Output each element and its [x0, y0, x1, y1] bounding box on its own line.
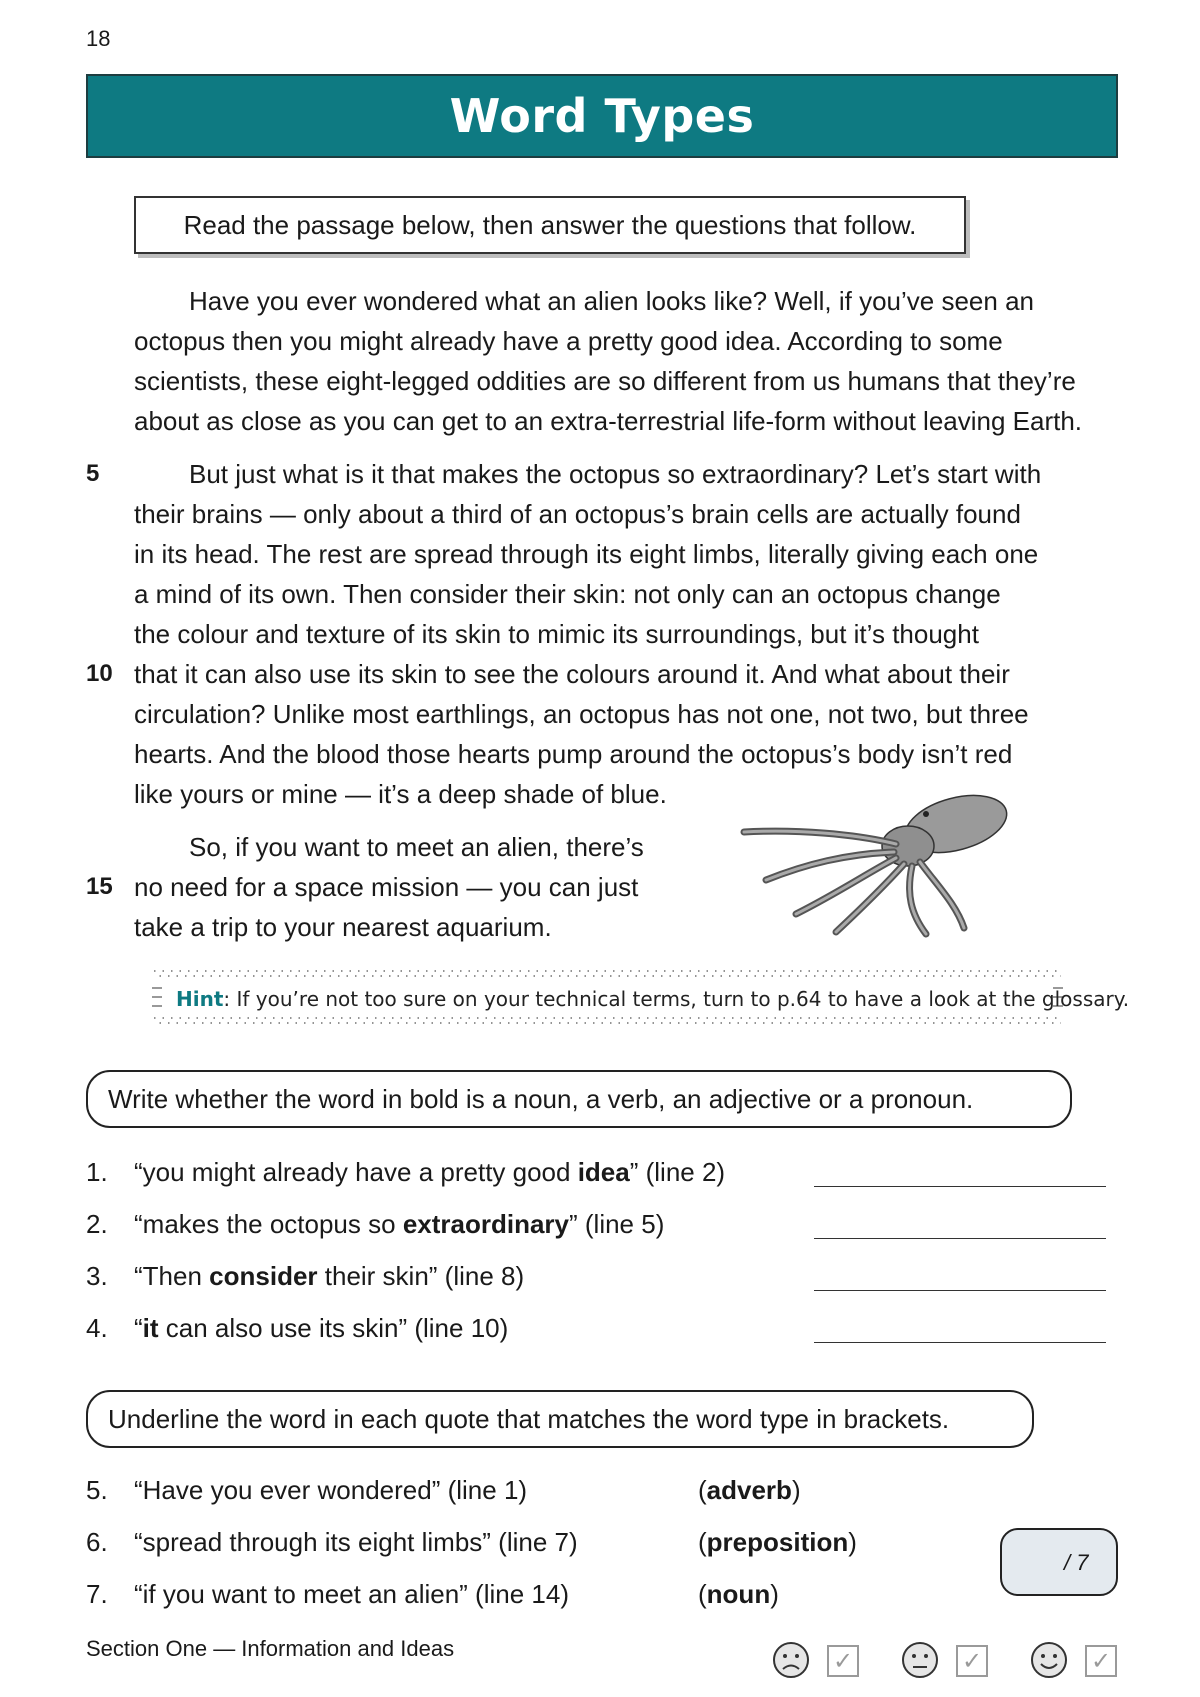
- passage-line: like yours or mine — it’s a deep shade of blue.: [134, 779, 667, 809]
- page-number: 18: [86, 26, 111, 51]
- passage-line: a mind of its own. Then consider their skin: not only can an octopus change: [134, 579, 1001, 609]
- bold-word: idea: [577, 1157, 630, 1187]
- tick-icon: ✓: [1090, 1647, 1112, 1675]
- passage-line: their brains — only about a third of an octopus’s brain cells are actually found: [134, 499, 1021, 529]
- question-quote[interactable]: “if you want to meet an alien” (line 14): [134, 1579, 569, 1609]
- question-quote[interactable]: “Have you ever wondered” (line 1): [134, 1475, 528, 1505]
- title-banner: [86, 74, 1118, 158]
- line-number: 15: [86, 873, 113, 900]
- line-number: 10: [86, 660, 113, 687]
- question-text: their skin” (line 8): [317, 1261, 525, 1291]
- bold-word: it: [142, 1313, 159, 1343]
- octopus-illustration: [736, 784, 1016, 944]
- instruction-text: Read the passage below, then answer the questions that follow.: [183, 209, 917, 240]
- passage-line: Have you ever wondered what an alien looks like? Well, if you’ve seen an: [189, 286, 1034, 316]
- question-text: “makes the octopus so: [134, 1209, 403, 1239]
- section1-instruction: Write whether the word in bold is a noun, a verb, an adjective or a pronoun.: [108, 1083, 974, 1114]
- word-type-6: (preposition): [698, 1527, 857, 1557]
- section2-instruction: Underline the word in each quote that matches the word type in brackets.: [108, 1403, 950, 1434]
- question-3: [86, 1261, 524, 1292]
- line-number: 5: [86, 460, 100, 487]
- question-text: “Then: [134, 1261, 210, 1291]
- tick-icon: ✓: [961, 1647, 983, 1675]
- passage-line: circulation? Unlike most earthlings, an octopus has not one, not two, but three: [134, 699, 1029, 729]
- bold-word: consider: [209, 1261, 318, 1291]
- answer-line-3[interactable]: [814, 1290, 1106, 1291]
- answer-line-4[interactable]: [814, 1342, 1106, 1343]
- question-number: 6.: [86, 1527, 108, 1557]
- word-type-label: adverb: [706, 1475, 792, 1505]
- word-type-5: (adverb): [698, 1475, 801, 1505]
- question-6: [86, 1527, 578, 1558]
- bold-word: extraordinary: [402, 1209, 569, 1239]
- tick-box-3[interactable]: [1085, 1645, 1117, 1677]
- section2-instruction-box: [86, 1390, 1034, 1448]
- question-number: 3.: [86, 1261, 108, 1291]
- section1-instruction-box: [86, 1070, 1072, 1128]
- score-box[interactable]: [1000, 1528, 1118, 1596]
- question-number: 1.: [86, 1157, 108, 1187]
- hint-label: Hint: [176, 987, 224, 1011]
- passage-line: in its head. The rest are spread through its eight limbs, literally giving each one: [134, 539, 1039, 569]
- instruction-box: [134, 196, 966, 254]
- passage-line: the colour and texture of its skin to mimic its surroundings, but it’s thought: [134, 619, 979, 649]
- hint-text: [176, 987, 1129, 1011]
- tick-box-1[interactable]: [827, 1645, 859, 1677]
- question-7: [86, 1579, 569, 1610]
- answer-line-1[interactable]: [814, 1186, 1106, 1187]
- passage-line: But just what is it that makes the octopus so extraordinary? Let’s start with: [189, 459, 1042, 489]
- question-4: [86, 1313, 508, 1344]
- score-label: / 7: [1064, 1550, 1089, 1575]
- question-5: [86, 1475, 527, 1506]
- question-number: 4.: [86, 1313, 108, 1343]
- question-text: ” (line 2): [629, 1157, 726, 1187]
- passage-line: about as close as you can get to an extra-terrestrial life-form without leaving Earth.: [134, 406, 1083, 436]
- question-2: [86, 1209, 664, 1240]
- sad-face-icon: [771, 1640, 811, 1680]
- hint-body: : If you’re not too sure on your technical terms, turn to p.64 to have a look at the glossary.: [223, 987, 1130, 1011]
- footer-section-title: Section One — Information and Ideas: [86, 1636, 455, 1661]
- word-type-label: preposition: [706, 1527, 849, 1557]
- question-quote[interactable]: “spread through its eight limbs” (line 7): [134, 1527, 578, 1557]
- word-type-label: noun: [706, 1579, 771, 1609]
- passage-line: that it can also use its skin to see the colours around it. And what about their: [134, 659, 1010, 689]
- tick-box-2[interactable]: [956, 1645, 988, 1677]
- question-number: 7.: [86, 1579, 108, 1609]
- passage-line: octopus then you might already have a pretty good idea. According to some: [134, 326, 1003, 356]
- question-text: “: [134, 1313, 143, 1343]
- question-text: “you might already have a pretty good: [134, 1157, 578, 1187]
- passage-line: take a trip to your nearest aquarium.: [134, 912, 552, 942]
- passage-line: no need for a space mission — you can just: [134, 872, 639, 902]
- answer-line-2[interactable]: [814, 1238, 1106, 1239]
- passage-line: scientists, these eight-legged oddities are so different from us humans that they’re: [134, 366, 1076, 396]
- happy-face-icon: [1029, 1640, 1069, 1680]
- word-type-7: (noun): [698, 1579, 779, 1609]
- passage-line: hearts. And the blood those hearts pump around the octopus’s body isn’t red: [134, 739, 1013, 769]
- question-number: 5.: [86, 1475, 108, 1505]
- tick-icon: ✓: [832, 1647, 854, 1675]
- neutral-face-icon: [900, 1640, 940, 1680]
- question-1: [86, 1157, 725, 1188]
- question-text: can also use its skin” (line 10): [158, 1313, 509, 1343]
- page-title: Word Types: [449, 89, 755, 143]
- question-number: 2.: [86, 1209, 108, 1239]
- passage-line: So, if you want to meet an alien, there’s: [189, 832, 644, 862]
- question-text: ” (line 5): [569, 1209, 665, 1239]
